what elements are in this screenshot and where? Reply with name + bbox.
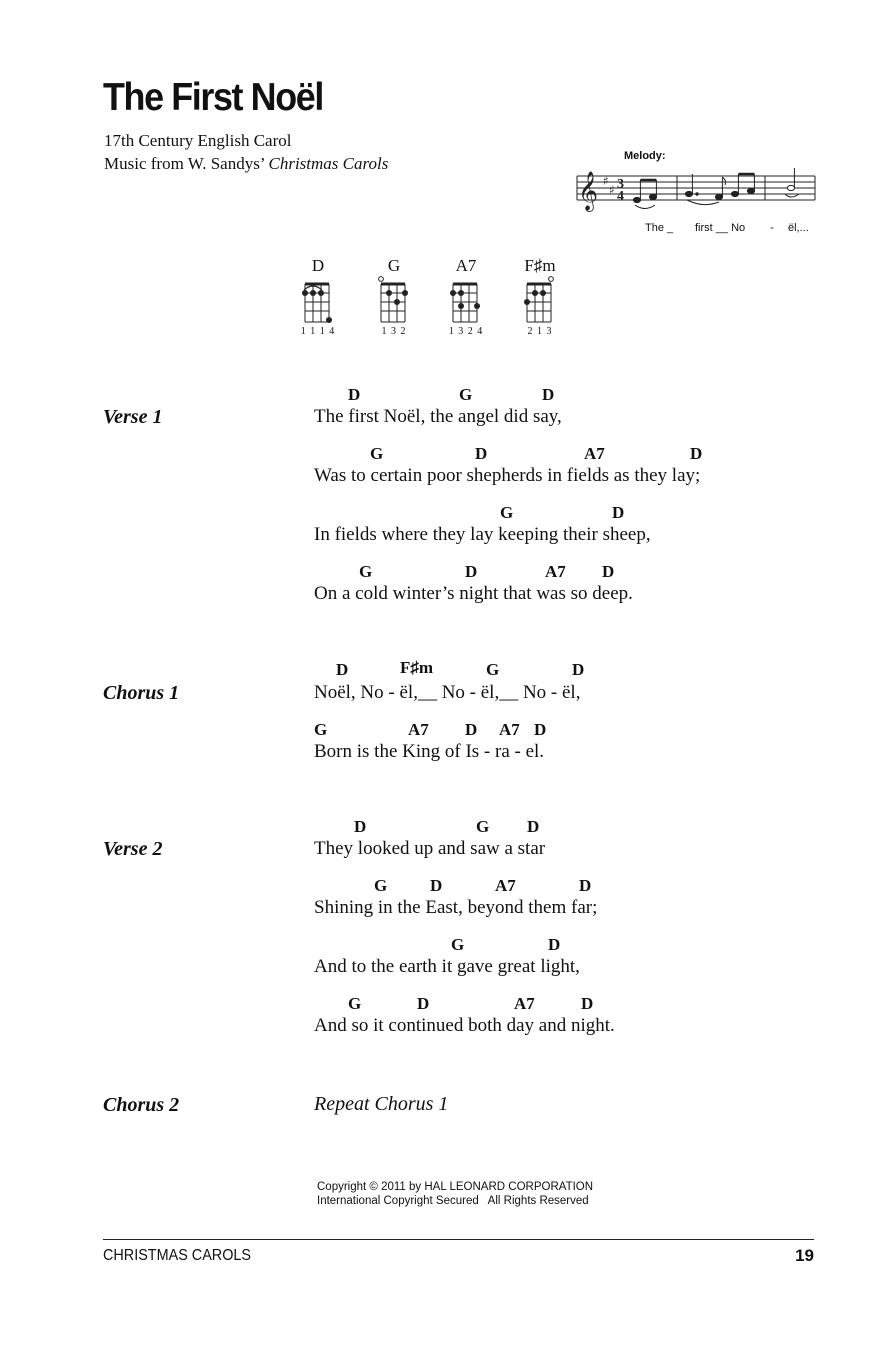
chord-diagram-name: G (387, 256, 401, 275)
chord-diagram-name: F♯m (524, 256, 556, 275)
lyric-line: The first Noël, the angel did say, (314, 406, 562, 427)
chord-diagram-g (364, 256, 424, 346)
lyric-line: And to the earth it gave great light, (314, 956, 580, 977)
chord-symbol: D (690, 444, 703, 463)
fretboard-grid (302, 278, 336, 324)
melody-staff-notation (575, 160, 820, 224)
treble-clef-icon: 𝄞 (578, 171, 599, 211)
chord-symbol: D (348, 385, 361, 404)
section-label-verse-2: Verse 2 (103, 838, 163, 860)
chord-symbol: D (527, 817, 540, 836)
lyric-line: They looked up and saw a star (314, 838, 546, 859)
lyric-line: And so it continued both day and night. (314, 1015, 615, 1036)
page-number: 19 (795, 1246, 814, 1265)
section-label-chorus-2: Chorus 2 (103, 1094, 180, 1116)
melody-lyric-1: The _ (645, 222, 674, 234)
chord-diagram-name: A7 (455, 256, 477, 275)
chord-symbol: G (359, 562, 373, 581)
melody-lyric-2: first __ No (695, 222, 746, 234)
chord-symbol: D (542, 385, 555, 404)
lyric-line: On a cold winter’s night that was so deep. (314, 583, 633, 604)
footer-divider (103, 1239, 814, 1240)
time-signature-top: 3 (617, 177, 624, 192)
chord-diagram-fingering: 1 3 2 (381, 326, 407, 337)
chord-diagram-fingering: 1 3 2 4 (448, 326, 484, 337)
chord-diagram-fingering: 1 1 1 4 (300, 326, 336, 337)
melody-lyric-3: - (770, 222, 774, 234)
section-label-chorus-1: Chorus 1 (103, 682, 180, 704)
song-title: The First Noël (103, 76, 323, 119)
chord-diagram-f-sharp-m (510, 256, 570, 346)
chord-symbol: A7 (545, 562, 566, 581)
chord-symbol: G (374, 876, 388, 895)
key-signature-sharp-2: ♯ (609, 183, 615, 197)
credit-origin: 17th Century English Carol (104, 131, 292, 150)
chord-symbol: G (476, 817, 490, 836)
chord-symbol: F♯m (400, 658, 434, 677)
copyright-rights: International Copyright Secured All Rights Reserved (317, 1195, 589, 1207)
chord-symbol: D (612, 503, 625, 522)
chord-symbol: G (486, 660, 500, 679)
credit-source (104, 154, 388, 174)
credit-source-title: Christmas Carols (268, 154, 389, 173)
chord-symbol: G (370, 444, 384, 463)
melody-label: Melody: (624, 150, 666, 162)
chord-symbol: D (354, 817, 367, 836)
chord-symbol: D (534, 720, 547, 739)
lyric-line: Was to certain poor shepherds in fields as they lay; (314, 465, 701, 486)
chord-symbol: G (451, 935, 465, 954)
credit-source-prefix: Music from W. Sandys’ (104, 154, 269, 173)
time-signature-bottom: 4 (617, 189, 624, 204)
chord-symbol: D (579, 876, 592, 895)
key-signature-sharp-1: ♯ (603, 174, 609, 188)
chord-diagram-fingering: 2 1 3 (527, 326, 553, 337)
melody-lyric-4: ël,... (788, 222, 809, 234)
lyric-line: In fields where they lay keeping their sheep, (314, 524, 651, 545)
chord-diagram-d (288, 256, 348, 346)
chord-symbol: A7 (514, 994, 535, 1013)
chord-diagram-name: D (311, 256, 325, 275)
fretboard-grid (524, 274, 558, 324)
chord-symbol: D (465, 720, 478, 739)
chord-symbol: G (500, 503, 514, 522)
chord-symbol: D (417, 994, 430, 1013)
footer-book-title: CHRISTMAS CAROLS (103, 1247, 252, 1264)
chord-symbol: A7 (499, 720, 520, 739)
chord-symbol: G (314, 720, 328, 739)
chord-symbol: D (336, 660, 349, 679)
chord-symbol: D (602, 562, 615, 581)
chord-symbol: D (465, 562, 478, 581)
chord-symbol: D (430, 876, 443, 895)
chord-symbol: A7 (408, 720, 429, 739)
lyric-line: Noël, No - ël,__ No - ël,__ No - ël, (314, 682, 581, 703)
fretboard-grid (450, 278, 484, 324)
copyright-notice: Copyright © 2011 by HAL LEONARD CORPORATION (317, 1181, 594, 1193)
chord-symbol: G (348, 994, 362, 1013)
fretboard-grid (378, 274, 412, 324)
lyric-line: Shining in the East, beyond them far; (314, 897, 598, 918)
chord-symbol: A7 (584, 444, 605, 463)
chord-symbol: D (548, 935, 561, 954)
chord-symbol: G (459, 385, 473, 404)
chord-symbol: D (581, 994, 594, 1013)
chord-symbol: A7 (495, 876, 516, 895)
chord-symbol: D (572, 660, 585, 679)
chord-symbol: D (475, 444, 488, 463)
section-label-verse-1: Verse 1 (103, 406, 163, 428)
lyric-line: Born is the King of Is - ra - el. (314, 741, 545, 762)
repeat-instruction: Repeat Chorus 1 (314, 1093, 449, 1115)
chord-diagram-a7 (436, 256, 496, 346)
